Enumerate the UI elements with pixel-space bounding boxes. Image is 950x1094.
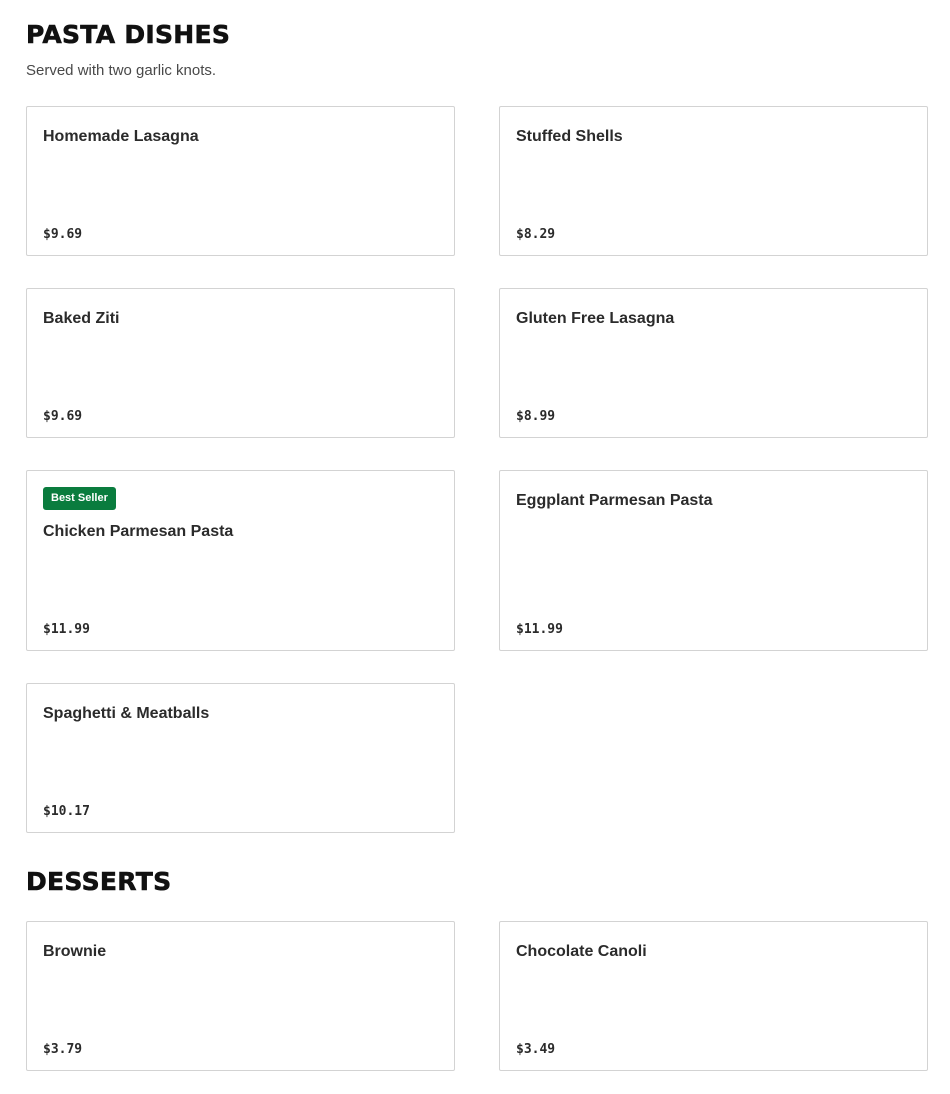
menu-item-name: Homemade Lasagna — [43, 128, 199, 145]
menu-item-name: Baked Ziti — [43, 310, 120, 327]
menu-item-name: Brownie — [43, 943, 107, 960]
menu-item-gluten-free-lasagna[interactable] — [499, 288, 928, 438]
menu-item-name: Eggplant Parmesan Pasta — [516, 492, 713, 509]
menu-item-baked-ziti[interactable] — [26, 288, 455, 438]
best-seller-badge: Best Seller — [43, 487, 116, 510]
menu-item-stuffed-shells[interactable] — [499, 106, 928, 256]
menu-item-price: $3.49 — [516, 1042, 556, 1057]
menu-item-price: $10.17 — [43, 804, 90, 819]
menu-item-name: Stuffed Shells — [516, 128, 623, 145]
menu-item-name: Gluten Free Lasagna — [516, 310, 675, 327]
section-title-desserts: DESSERTS — [26, 867, 172, 896]
menu-item-price: $3.79 — [43, 1042, 83, 1057]
section-title-pasta-dishes: PASTA DISHES — [26, 20, 231, 49]
menu-item-price: $9.69 — [43, 227, 83, 242]
menu-item-name: Spaghetti & Meatballs — [43, 705, 210, 722]
menu-item-name: Chocolate Canoli — [516, 943, 647, 960]
section-subtitle-pasta-dishes: Served with two garlic knots. — [26, 62, 217, 79]
menu-item-price: $11.99 — [43, 622, 90, 637]
menu-item-chicken-parmesan-pasta[interactable] — [26, 470, 455, 651]
menu-item-price: $8.29 — [516, 227, 556, 242]
menu-item-price: $8.99 — [516, 409, 556, 424]
menu-item-homemade-lasagna[interactable] — [26, 106, 455, 256]
menu-item-name: Chicken Parmesan Pasta — [43, 523, 234, 540]
menu-item-price: $9.69 — [43, 409, 83, 424]
menu-item-chocolate-canoli[interactable] — [499, 921, 928, 1071]
menu-item-brownie[interactable] — [26, 921, 455, 1071]
menu-item-spaghetti-meatballs[interactable] — [26, 683, 455, 833]
menu-item-price: $11.99 — [516, 622, 563, 637]
menu-item-eggplant-parmesan-pasta[interactable] — [499, 470, 928, 651]
